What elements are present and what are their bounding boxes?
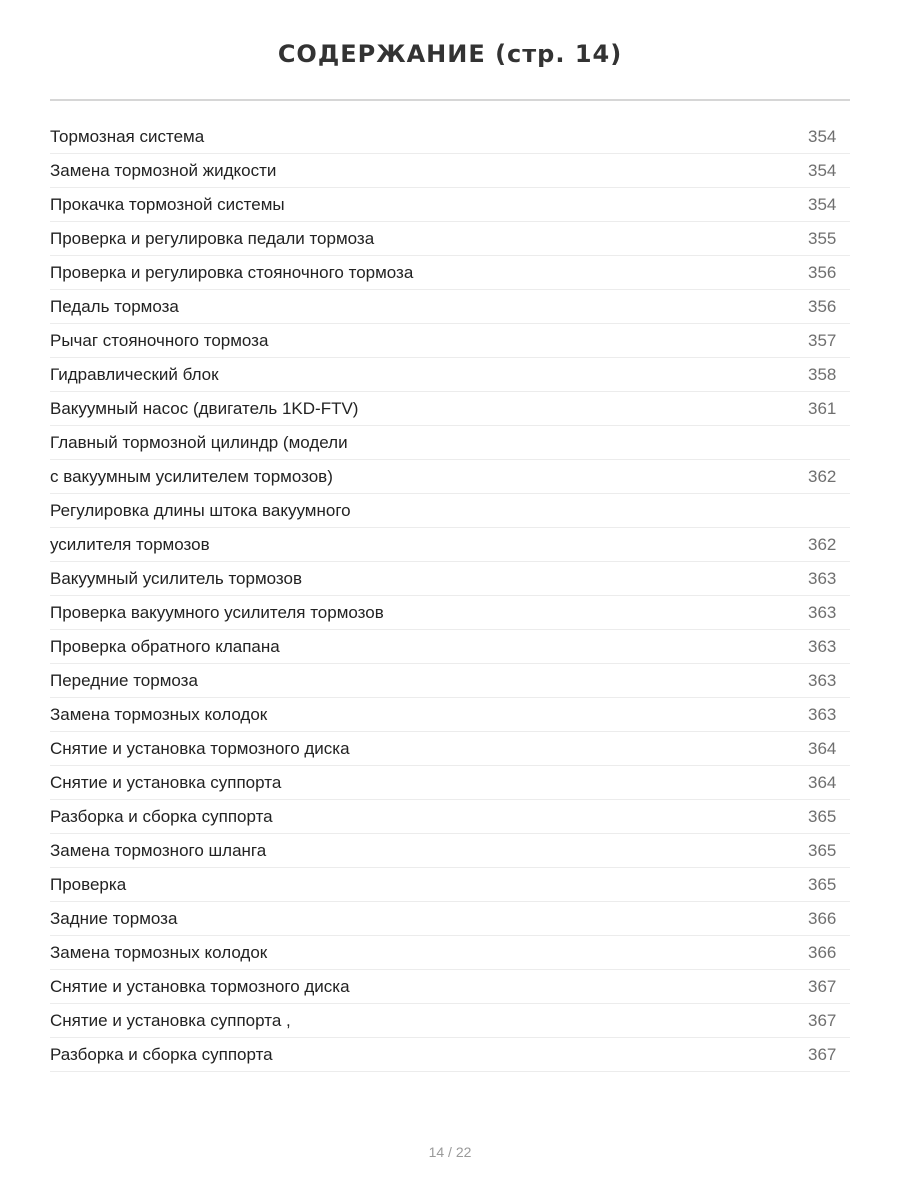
toc-entry-page: 363 bbox=[808, 602, 837, 622]
toc-entry-title: Снятие и установка тормозного диска bbox=[50, 976, 350, 996]
toc-entry-title: с вакуумным усилителем тормозов) bbox=[50, 466, 333, 486]
toc-entry-page: 363 bbox=[808, 636, 837, 656]
toc-entry-page: 363 bbox=[808, 670, 837, 690]
toc-entry-title: Снятие и установка суппорта bbox=[50, 772, 282, 792]
toc-entry-page: 366 bbox=[808, 942, 837, 962]
toc-entry-title: Разборка и сборка суппорта bbox=[50, 1044, 273, 1064]
toc-entry-page: 367 bbox=[808, 1044, 837, 1064]
toc-entry-title: Проверка и регулировка педали тормоза bbox=[50, 228, 375, 248]
toc-entry-title: Проверка и регулировка стояночного тормоза bbox=[50, 262, 414, 282]
toc-entry-page: 354 bbox=[808, 194, 837, 214]
toc-entry-page: 356 bbox=[808, 296, 837, 316]
toc-entry[interactable] bbox=[50, 358, 850, 392]
toc-entry-title: Задние тормоза bbox=[50, 908, 178, 928]
toc-entry-page: 367 bbox=[808, 976, 837, 996]
toc-entry[interactable] bbox=[50, 1004, 850, 1038]
toc-entry-title: Разборка и сборка суппорта bbox=[50, 806, 273, 826]
toc-entry-title: усилителя тормозов bbox=[50, 534, 210, 554]
toc-entry-title: Замена тормозного шланга bbox=[50, 840, 267, 860]
toc-entry-title: Проверка bbox=[50, 874, 127, 894]
toc-entry[interactable] bbox=[50, 1038, 850, 1072]
toc-entry[interactable] bbox=[50, 528, 850, 562]
toc-entry[interactable] bbox=[50, 630, 850, 664]
toc-entry[interactable] bbox=[50, 324, 850, 358]
toc-entry[interactable] bbox=[50, 766, 850, 800]
toc-entry-page: 367 bbox=[808, 1010, 837, 1030]
toc-entry-title: Тормозная система bbox=[50, 126, 205, 146]
toc-entry[interactable] bbox=[50, 460, 850, 494]
toc-entry[interactable] bbox=[50, 868, 850, 902]
page-title: СОДЕРЖАНИЕ (стр. 14) bbox=[277, 40, 623, 68]
toc-entry[interactable] bbox=[50, 834, 850, 868]
toc-entry-page: 364 bbox=[808, 738, 837, 758]
toc-entry[interactable] bbox=[50, 562, 850, 596]
toc-entry[interactable] bbox=[50, 936, 850, 970]
toc-entry-title: Проверка обратного клапана bbox=[50, 636, 280, 656]
toc-entry[interactable] bbox=[50, 120, 850, 154]
toc-entry[interactable] bbox=[50, 256, 850, 290]
toc-entry[interactable] bbox=[50, 290, 850, 324]
toc-entry[interactable] bbox=[50, 392, 850, 426]
toc-entry-page: 354 bbox=[808, 126, 837, 146]
page-counter: 14 / 22 bbox=[428, 1144, 472, 1160]
toc-entry[interactable] bbox=[50, 188, 850, 222]
toc-entry-title: Регулировка длины штока вакуумного bbox=[50, 500, 351, 520]
toc-entry-title: Главный тормозной цилиндр (модели bbox=[50, 432, 348, 452]
toc-entry-page: 362 bbox=[808, 466, 837, 486]
toc-entry[interactable] bbox=[50, 664, 850, 698]
toc-entry-title: Рычаг стояночного тормоза bbox=[50, 330, 269, 350]
toc-entry[interactable] bbox=[50, 732, 850, 766]
toc-entry-page: 362 bbox=[808, 534, 837, 554]
toc-entry[interactable] bbox=[50, 596, 850, 630]
toc-entry[interactable] bbox=[50, 154, 850, 188]
toc-entry-title: Гидравлический блок bbox=[50, 364, 219, 384]
toc-entry[interactable] bbox=[50, 698, 850, 732]
toc-entry-title: Прокачка тормозной системы bbox=[50, 194, 285, 214]
toc-entry-title: Педаль тормоза bbox=[50, 296, 179, 316]
toc-entry-title: Проверка вакуумного усилителя тормозов bbox=[50, 602, 384, 622]
toc-entry[interactable] bbox=[50, 902, 850, 936]
toc-entry-page: 355 bbox=[808, 228, 837, 248]
title-divider bbox=[50, 99, 850, 101]
toc-entry-title: Замена тормозных колодок bbox=[50, 942, 268, 962]
toc-entry-title: Замена тормозной жидкости bbox=[50, 160, 277, 180]
toc-entry-page: 363 bbox=[808, 568, 837, 588]
toc-entry-page: 357 bbox=[808, 330, 837, 350]
toc-entry-page: 363 bbox=[808, 704, 837, 724]
toc-entry-page: 356 bbox=[808, 262, 837, 282]
toc-entry-title: Вакуумный насос (двигатель 1KD-FTV) bbox=[50, 398, 359, 418]
toc-entry[interactable] bbox=[50, 494, 850, 528]
toc-entry-page: 366 bbox=[808, 908, 837, 928]
toc-entry-page: 361 bbox=[808, 398, 837, 418]
toc-entry-title: Замена тормозных колодок bbox=[50, 704, 268, 724]
toc-entry-title: Снятие и установка тормозного диска bbox=[50, 738, 350, 758]
toc-entry-title: Вакуумный усилитель тормозов bbox=[50, 568, 302, 588]
toc-entry[interactable] bbox=[50, 800, 850, 834]
toc-entry-page: 358 bbox=[808, 364, 837, 384]
toc-entry-page: 354 bbox=[808, 160, 837, 180]
table-of-contents bbox=[50, 120, 850, 1072]
toc-entry-title: Снятие и установка суппорта , bbox=[50, 1010, 291, 1030]
toc-entry[interactable] bbox=[50, 426, 850, 460]
toc-entry[interactable] bbox=[50, 222, 850, 256]
toc-entry-page: 365 bbox=[808, 806, 837, 826]
toc-entry-page: 364 bbox=[808, 772, 837, 792]
toc-entry-page: 365 bbox=[808, 840, 837, 860]
toc-entry[interactable] bbox=[50, 970, 850, 1004]
toc-entry-page: 365 bbox=[808, 874, 837, 894]
toc-entry-title: Передние тормоза bbox=[50, 670, 198, 690]
